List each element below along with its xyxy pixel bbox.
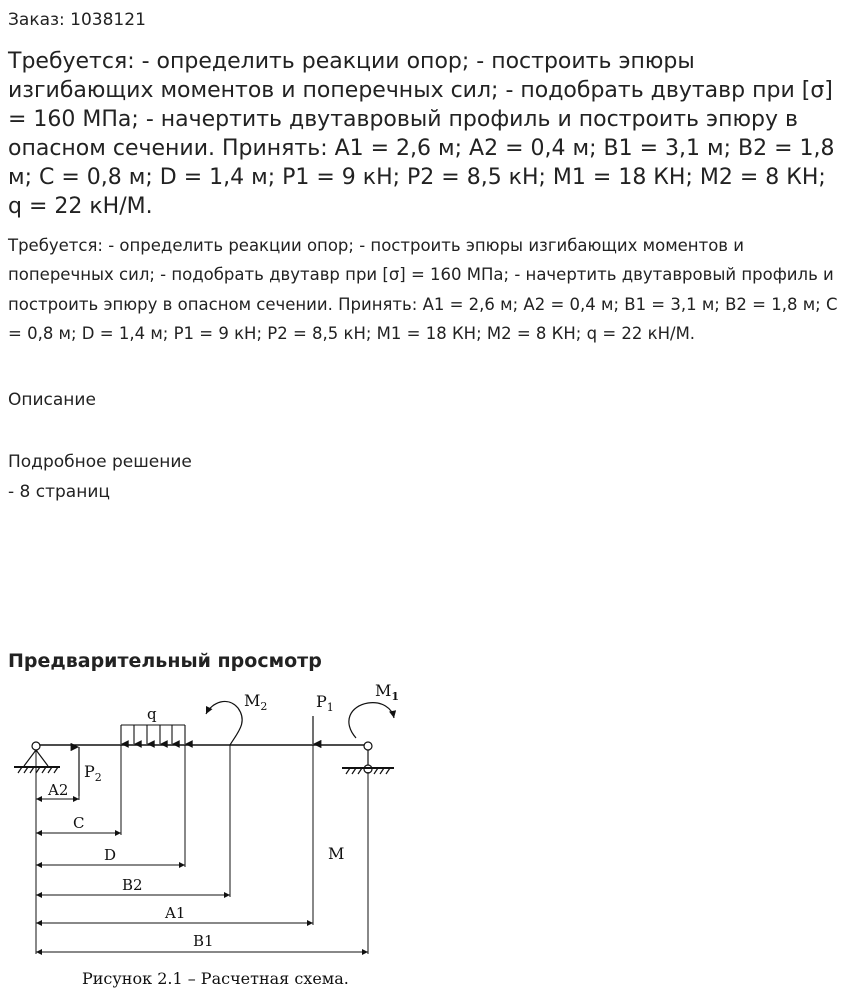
d-label: D bbox=[104, 846, 117, 864]
description-label: Описание bbox=[8, 390, 96, 410]
a1-label: A1 bbox=[165, 904, 186, 922]
c-label: C bbox=[73, 814, 85, 832]
order-number: Заказ: 1038121 bbox=[8, 10, 146, 30]
task-description: Требуется: - определить реакции опор; - построить эпюры изгибающих моментов и поперечных сил; - подобрать двутавр при [σ] = 160 МПа; - начертить двутавровый профиль и построить эпюру в опасном сечении. Принять: A1 = 2,6 м; A2 = 0,4 м; B1 = 3,1 м; B2 = 1,8 м; C = 0,8 м; D = 1,4 м; P1 = 9 кН; P2 = 8,5 кН; M1 = 18 КН; M2 = 8 КН; q = 22 кН/М. bbox=[8, 236, 838, 343]
preview-figure bbox=[0, 676, 420, 998]
a2-label: A2 bbox=[48, 781, 69, 799]
m-label: M bbox=[328, 844, 345, 863]
right-support bbox=[342, 742, 394, 774]
m1-moment-arrow bbox=[349, 703, 394, 738]
solution-label: Подробное решение bbox=[8, 452, 192, 472]
pages-count: - 8 страниц bbox=[8, 482, 110, 502]
p1-label: $P_1$ bbox=[316, 692, 334, 714]
figure-caption: Рисунок 2.1 – Расчетная схема. bbox=[82, 969, 349, 988]
q-label: q bbox=[147, 705, 157, 723]
m1-label: $M_1$ bbox=[375, 681, 400, 703]
task-title: Требуется: - определить реакции опор; - построить эпюры изгибающих моментов и поперечных сил; - подобрать двутавр при [σ] = 160 МПа; - начертить двутавровый профиль и построить эпюру в опасном сечении. Принять: A1 = 2,6 м; A2 = 0,4 м; B1 = 3,1 м; B2 = 1,8 м; C = 0,8 м; D = 1,4 м; P1 = 9 кН; P2 = 8,5 кН; M1 = 18 КН; M2 = 8 КН; q = 22 кН/М. bbox=[8, 49, 835, 219]
left-support bbox=[14, 742, 60, 773]
preview-heading: Предварительный просмотр bbox=[8, 650, 322, 672]
p2-label: $P_2$ bbox=[84, 762, 102, 784]
dimension-lines bbox=[36, 799, 368, 952]
m2-label: $M_2$ bbox=[244, 691, 268, 713]
b2-label: B2 bbox=[122, 876, 143, 894]
distributed-load bbox=[121, 725, 185, 744]
m2-moment-arrow bbox=[206, 701, 242, 745]
b1-label: B1 bbox=[193, 932, 214, 950]
